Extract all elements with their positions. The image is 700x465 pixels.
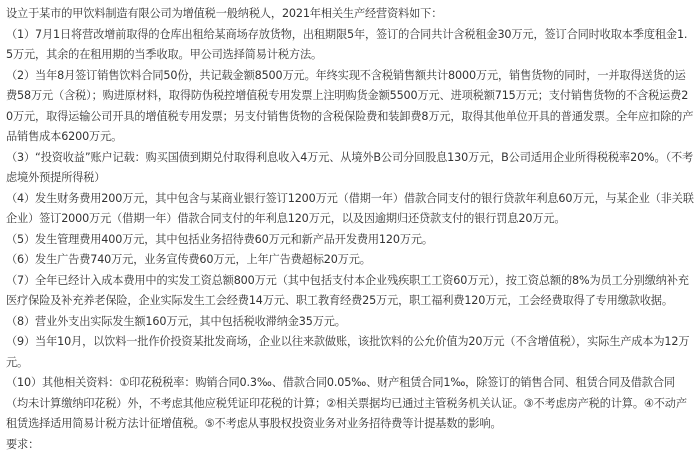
item-9: （9）当年10月，以饮料一批作价投资某批发商场，企业以往来款做账，该批饮料的公允价值为20万元（不含增值税），实际生产成本为12万元。 xyxy=(6,335,690,369)
document-body xyxy=(6,4,694,455)
item-4: （4）发生财务费用200万元，其中包含与某商业银行签订1200万元（借期一年）借款合同支付的银行贷款年利息60万元，与某企业（非关联企业）签订2000万元（借期一年）借款合同支付的年利息120万元，以及因逾期归还贷款支付的银行罚息20万元。 xyxy=(6,191,694,225)
item-7: （7）全年已经计入成本费用中的实发工资总额800万元（其中包括支付本企业残疾职工工资60万元），按工资总额的8%为员工分别缴纳补充医疗保险及补充养老保险，企业实际发生工会经费14万元、职工教育经费25万元，职工福利费120万元，工会经费取得了专用缴款收据。 xyxy=(6,273,689,307)
item-2: （2）当年8月签订销售饮料合同50份，共记载金额8500万元。年终实现不含税销售额共计8000万元，销售货物的同时，一并取得送货的运费58万元（含税）；购进原材料，取得防伪税控增值税专用发票上注明购货金额5500万元、进项税额715万元；支付销售货物的不含税运费20万元，取得运输公司开具的增值税专用发票；另支付销售货物的含税保险费和装卸费8万元，取得其他单位开具的普通发票。全年应扣除的产品销售成本6200万元。 xyxy=(6,68,694,143)
item-6: （6）发生广告费740万元，业务宣传费60万元，上年广告费超标20万元。 xyxy=(6,253,371,266)
item-1: （1）7月1日将营改增前取得的仓库出租给某商场存放货物，出租期限5年，签订的合同共计含税租金30万元，签订合同时收取本季度租金1.5万元，其余的在租用期的当季收取。甲公司选择简易计税方法。 xyxy=(6,27,688,61)
item-8: （8）营业外支出实际发生额160万元，其中包括税收滞纳金35万元。 xyxy=(6,314,346,328)
requirements-heading: 要求： xyxy=(6,437,40,451)
item-3: （3）“投资收益”账户记载：购买国债到期兑付取得利息收入4万元、从境外B公司分回股息130万元，B公司适用企业所得税税率20%。（不考虑境外预提所得税） xyxy=(6,150,694,184)
item-5: （5）发生管理费用400万元，其中包括业务招待费60万元和新产品开发费用120万元。 xyxy=(6,232,433,246)
intro-paragraph: 设立于某市的甲饮料制造有限公司为增值税一般纳税人，2021年相关生产经营资料如下： xyxy=(6,7,443,20)
item-10: （10）其他相关资料：①印花税税率：购销合同0.3‰、借款合同0.05‰、财产租赁合同1‰，除签订的销售合同、租赁合同及借款合同（均未计算缴纳印花税）外，不考虑其他应税凭证印花税的计算；②相关票据均已通过主管税务机关认证。③不考虑房产税的计算。④不动产租赁选择适用简易计税方法计征增值税。⑤不考虑从事股权投资业务对业务招待费等计提基数的影响。 xyxy=(6,376,687,430)
